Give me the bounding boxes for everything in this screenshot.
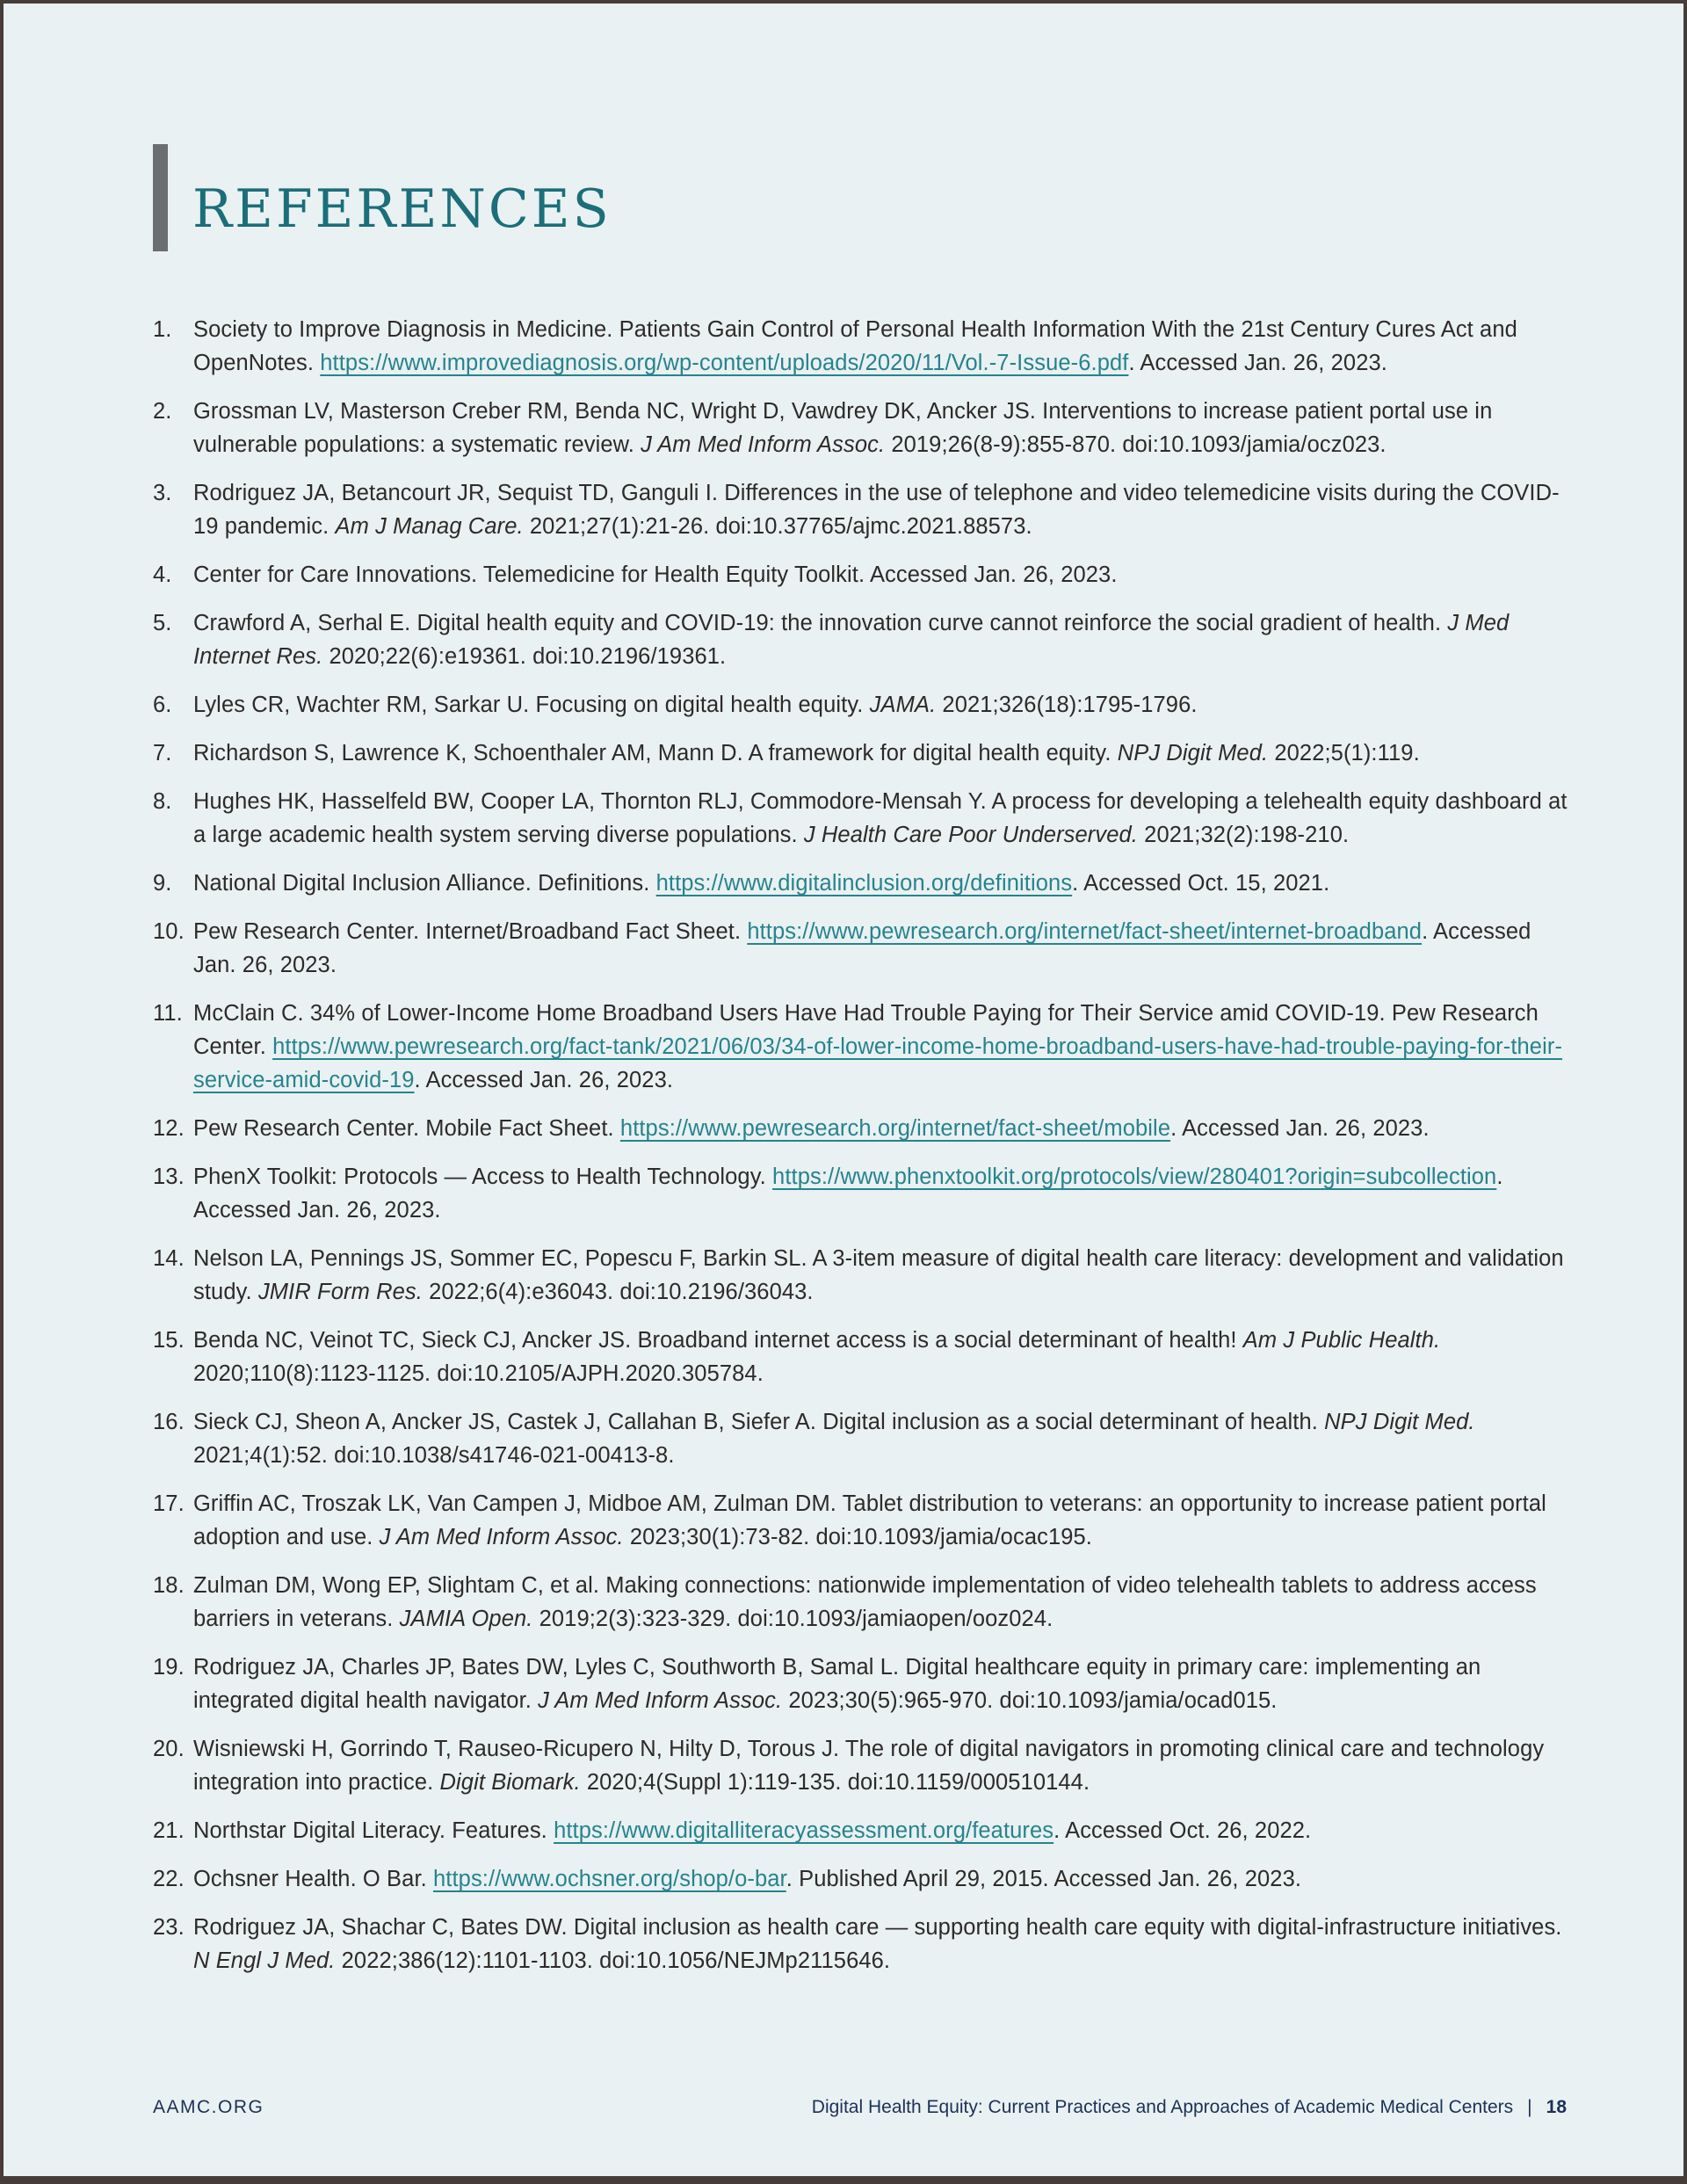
journal-name: J Am Med Inform Assoc. bbox=[379, 1525, 624, 1549]
reference-item bbox=[153, 558, 1575, 591]
reference-text bbox=[193, 915, 1573, 982]
reference-link[interactable]: https://www.pewresearch.org/internet/fact-sheet/internet-broadband bbox=[747, 919, 1423, 944]
reference-text bbox=[193, 1814, 1573, 1847]
reference-link[interactable]: https://www.pewresearch.org/fact-tank/2021/06/03/34-of-lower-income-home-broadband-users-have-had-trouble-paying-for-their-service-amid-covid-19 bbox=[193, 1034, 1563, 1092]
reference-text bbox=[193, 1112, 1573, 1145]
heading-block bbox=[153, 144, 612, 251]
reference-text bbox=[193, 1324, 1573, 1390]
reference-text bbox=[193, 1651, 1573, 1717]
reference-segment: 2022;6(4):e36043. doi:10.2196/36043. bbox=[422, 1280, 814, 1304]
reference-segment: 2022;386(12):1101-1103. doi:10.1056/NEJMp2115646. bbox=[335, 1948, 891, 1973]
journal-name: NPJ Digit Med. bbox=[1117, 741, 1269, 765]
reference-link[interactable]: https://www.pewresearch.org/internet/fact-sheet/mobile bbox=[619, 1116, 1171, 1141]
reference-segment: . Accessed Jan. 26, 2023. bbox=[193, 919, 1531, 977]
reference-segment: 2023;30(5):965-970. doi:10.1093/jamia/ocad015. bbox=[782, 1688, 1278, 1713]
reference-segment: . Accessed Jan. 26, 2023. bbox=[1128, 351, 1387, 375]
reference-segment: . Published April 29, 2015. Accessed Jan. 26, 2023. bbox=[786, 1867, 1302, 1891]
reference-item bbox=[153, 1911, 1575, 1977]
reference-segment: McClain C. 34% of Lower-Income Home Broadband Users Have Had Trouble Paying for Their Service amid COVID-19. Pew Research Center. bbox=[193, 1001, 1539, 1059]
reference-number: 13. bbox=[153, 1165, 185, 1189]
journal-name: N Engl J Med. bbox=[193, 1948, 336, 1973]
reference-segment: Pew Research Center. Mobile Fact Sheet. bbox=[193, 1116, 620, 1141]
reference-text bbox=[193, 395, 1573, 461]
reference-item bbox=[153, 1324, 1575, 1390]
reference-item bbox=[153, 1405, 1575, 1472]
reference-segment: 2020;110(8):1123-1125. doi:10.2105/AJPH.2020.305784. bbox=[193, 1361, 764, 1386]
footer-site-url: AAMC.ORG bbox=[153, 2097, 264, 2117]
reference-segment: Society to Improve Diagnosis in Medicine. Patients Gain Control of Personal Health Information With the 21st Century Cures Act and OpenNotes. bbox=[193, 317, 1517, 375]
reference-segment: . Accessed Jan. 26, 2023. bbox=[414, 1068, 674, 1092]
reference-item bbox=[153, 997, 1575, 1097]
reference-segment: 2019;26(8-9):855-870. doi:10.1093/jamia/ocz023. bbox=[885, 432, 1387, 457]
reference-item bbox=[153, 476, 1575, 543]
heading-accent-bar bbox=[153, 144, 168, 251]
reference-number: 10. bbox=[153, 919, 185, 944]
journal-name: JAMIA Open. bbox=[399, 1607, 533, 1631]
reference-item bbox=[153, 1732, 1575, 1799]
journal-name: Am J Manag Care. bbox=[335, 514, 524, 539]
reference-link[interactable]: https://www.digitalliteracyassessment.org/features bbox=[554, 1818, 1054, 1843]
reference-text bbox=[193, 688, 1573, 722]
reference-number: 2. bbox=[153, 399, 172, 424]
reference-item bbox=[153, 1242, 1575, 1309]
reference-number: 8. bbox=[153, 789, 172, 814]
reference-item bbox=[153, 1112, 1575, 1145]
reference-text bbox=[193, 736, 1573, 770]
reference-text bbox=[193, 1911, 1573, 1977]
journal-name: J Am Med Inform Assoc. bbox=[538, 1688, 783, 1713]
reference-number: 18. bbox=[153, 1573, 185, 1598]
reference-link[interactable]: https://www.improvediagnosis.org/wp-content/uploads/2020/11/Vol.-7-Issue-6.pdf bbox=[320, 351, 1129, 375]
reference-text bbox=[193, 867, 1573, 900]
reference-segment: Northstar Digital Literacy. Features. bbox=[193, 1818, 554, 1843]
reference-item bbox=[153, 1814, 1575, 1847]
reference-segment: Hughes HK, Hasselfeld BW, Cooper LA, Thornton RLJ, Commodore-Mensah Y. A process for developing a telehealth equity dashboard at a large academic health system serving diverse populations. bbox=[193, 789, 1568, 847]
reference-number: 7. bbox=[153, 741, 172, 765]
reference-item bbox=[153, 688, 1575, 722]
reference-segment: Rodriguez JA, Shachar C, Bates DW. Digital inclusion as health care — supporting health care equity with digital-infrastructure initiatives. bbox=[193, 1915, 1562, 1940]
reference-number: 12. bbox=[153, 1116, 185, 1141]
reference-segment: Center for Care Innovations. Telemedicine for Health Equity Toolkit. Accessed Jan. 26, 2023. bbox=[193, 562, 1118, 587]
reference-number: 6. bbox=[153, 693, 172, 717]
reference-text bbox=[193, 785, 1573, 852]
reference-text bbox=[193, 313, 1573, 380]
reference-segment: . Accessed Oct. 26, 2022. bbox=[1053, 1818, 1312, 1843]
reference-link[interactable]: https://www.ochsner.org/shop/o-bar bbox=[433, 1867, 786, 1891]
reference-segment: . Accessed Jan. 26, 2023. bbox=[1170, 1116, 1430, 1141]
reference-segment: PhenX Toolkit: Protocols — Access to Health Technology. bbox=[193, 1165, 773, 1189]
journal-name: JMIR Form Res. bbox=[257, 1280, 423, 1304]
reference-item bbox=[153, 915, 1575, 982]
reference-segment: Lyles CR, Wachter RM, Sarkar U. Focusing on digital health equity. bbox=[193, 693, 870, 717]
reference-item bbox=[153, 867, 1575, 900]
journal-name: Digit Biomark. bbox=[439, 1770, 581, 1795]
reference-segment: . Accessed Oct. 15, 2021. bbox=[1072, 871, 1330, 896]
reference-segment: 2019;2(3):323-329. doi:10.1093/jamiaopen/ooz024. bbox=[532, 1607, 1053, 1631]
reference-segment: Crawford A, Serhal E. Digital health equity and COVID-19: the innovation curve cannot reinforce the social gradient of health. bbox=[193, 611, 1448, 635]
reference-link[interactable]: https://www.phenxtoolkit.org/protocols/view/280401?origin=subcollection bbox=[772, 1165, 1497, 1189]
reference-text bbox=[193, 1160, 1573, 1227]
reference-text bbox=[193, 1487, 1573, 1554]
footer-right-group bbox=[812, 2097, 1567, 2118]
reference-item bbox=[153, 1160, 1575, 1227]
page-title: REFERENCES bbox=[192, 178, 612, 240]
reference-item bbox=[153, 313, 1575, 380]
reference-number: 17. bbox=[153, 1491, 185, 1516]
reference-segment: 2021;4(1):52. doi:10.1038/s41746-021-00413-8. bbox=[193, 1443, 675, 1468]
reference-text bbox=[193, 558, 1573, 591]
reference-segment: 2021;27(1):21-26. doi:10.37765/ajmc.2021.88573. bbox=[523, 514, 1032, 539]
reference-segment: 2021;32(2):198-210. bbox=[1137, 823, 1350, 847]
reference-link[interactable]: https://www.digitalinclusion.org/definitions bbox=[655, 871, 1073, 896]
reference-number: 15. bbox=[153, 1328, 185, 1353]
reference-item bbox=[153, 606, 1575, 673]
footer-page-number: 18 bbox=[1546, 2097, 1567, 2117]
reference-item bbox=[153, 736, 1575, 770]
reference-item bbox=[153, 1487, 1575, 1554]
reference-number: 21. bbox=[153, 1818, 185, 1843]
reference-segment: Richardson S, Lawrence K, Schoenthaler AM, Mann D. A framework for digital health equity. bbox=[193, 741, 1118, 765]
journal-name: Am J Public Health. bbox=[1242, 1328, 1441, 1353]
reference-segment: Grossman LV, Masterson Creber RM, Benda NC, Wright D, Vawdrey DK, Ancker JS. Interventions to increase patient portal use in vulnerable populations: a systematic review. bbox=[193, 399, 1493, 457]
footer-separator: | bbox=[1527, 2097, 1532, 2117]
reference-text bbox=[193, 1405, 1573, 1472]
reference-number: 4. bbox=[153, 562, 172, 587]
reference-number: 9. bbox=[153, 871, 172, 896]
reference-segment: . Accessed Jan. 26, 2023. bbox=[193, 1165, 1503, 1223]
reference-segment: Sieck CJ, Sheon A, Ancker JS, Castek J, Callahan B, Siefer A. Digital inclusion as a social determinant of health. bbox=[193, 1410, 1325, 1434]
journal-name: JAMA. bbox=[869, 693, 937, 717]
reference-number: 20. bbox=[153, 1737, 185, 1761]
reference-number: 1. bbox=[153, 317, 172, 342]
reference-item bbox=[153, 1569, 1575, 1636]
reference-segment: 2023;30(1):73-82. doi:10.1093/jamia/ocac195. bbox=[623, 1525, 1092, 1549]
reference-text bbox=[193, 1242, 1573, 1309]
reference-text bbox=[193, 1569, 1573, 1636]
reference-text bbox=[193, 1732, 1573, 1799]
reference-number: 16. bbox=[153, 1410, 185, 1434]
reference-segment: 2020;22(6):e19361. doi:10.2196/19361. bbox=[322, 644, 727, 669]
reference-segment: Pew Research Center. Internet/Broadband Fact Sheet. bbox=[193, 919, 748, 944]
reference-number: 22. bbox=[153, 1867, 185, 1891]
journal-name: J Med Internet Res. bbox=[193, 611, 1510, 669]
reference-number: 14. bbox=[153, 1246, 185, 1271]
journal-name: J Am Med Inform Assoc. bbox=[641, 432, 886, 457]
reference-text bbox=[193, 476, 1573, 543]
footer-doc-title: Digital Health Equity: Current Practices and Approaches of Academic Medical Centers bbox=[811, 2097, 1514, 2117]
reference-item bbox=[153, 395, 1575, 461]
page-footer bbox=[153, 2097, 1567, 2118]
reference-number: 5. bbox=[153, 611, 172, 635]
reference-text bbox=[193, 997, 1573, 1097]
reference-number: 23. bbox=[153, 1915, 185, 1940]
references-list bbox=[153, 313, 1575, 1992]
reference-segment: Ochsner Health. O Bar. bbox=[193, 1867, 434, 1891]
reference-segment: Rodriguez JA, Betancourt JR, Sequist TD, Ganguli I. Differences in the use of telephone and video telemedicine visits during the COVID-19 pandemic. bbox=[193, 481, 1560, 539]
reference-text bbox=[193, 1862, 1573, 1896]
reference-segment: Rodriguez JA, Charles JP, Bates DW, Lyles C, Southworth B, Samal L. Digital healthcare equity in primary care: implementing an integrated digital health navigator. bbox=[193, 1655, 1481, 1713]
reference-number: 11. bbox=[153, 1001, 183, 1026]
journal-name: NPJ Digit Med. bbox=[1324, 1410, 1475, 1434]
reference-text bbox=[193, 606, 1573, 673]
reference-segment: Benda NC, Veinot TC, Sieck CJ, Ancker JS. Broadband internet access is a social determinant of health! bbox=[193, 1328, 1243, 1353]
reference-item bbox=[153, 1862, 1575, 1896]
reference-number: 19. bbox=[153, 1655, 185, 1680]
reference-segment: 2020;4(Suppl 1):119-135. doi:10.1159/000510144. bbox=[580, 1770, 1090, 1795]
reference-segment: 2022;5(1):119. bbox=[1268, 741, 1420, 765]
reference-segment: Wisniewski H, Gorrindo T, Rauseo-Ricupero N, Hilty D, Torous J. The role of digital navigators in promoting clinical care and technology integration into practice. bbox=[193, 1737, 1545, 1795]
reference-segment: National Digital Inclusion Alliance. Definitions. bbox=[193, 871, 656, 896]
reference-number: 3. bbox=[153, 481, 172, 505]
reference-segment: Nelson LA, Pennings JS, Sommer EC, Popescu F, Barkin SL. A 3-item measure of digital health care literacy: development and validation study. bbox=[193, 1246, 1564, 1304]
reference-segment: Griffin AC, Troszak LK, Van Campen J, Midboe AM, Zulman DM. Tablet distribution to veterans: an opportunity to increase patient portal adoption and use. bbox=[193, 1491, 1546, 1549]
reference-segment: Zulman DM, Wong EP, Slightam C, et al. Making connections: nationwide implementation of video telehealth tablets to address access barriers in veterans. bbox=[193, 1573, 1537, 1631]
reference-item bbox=[153, 1651, 1575, 1717]
reference-segment: 2021;326(18):1795-1796. bbox=[936, 693, 1198, 717]
journal-name: J Health Care Poor Underserved. bbox=[803, 823, 1138, 847]
reference-item bbox=[153, 785, 1575, 852]
